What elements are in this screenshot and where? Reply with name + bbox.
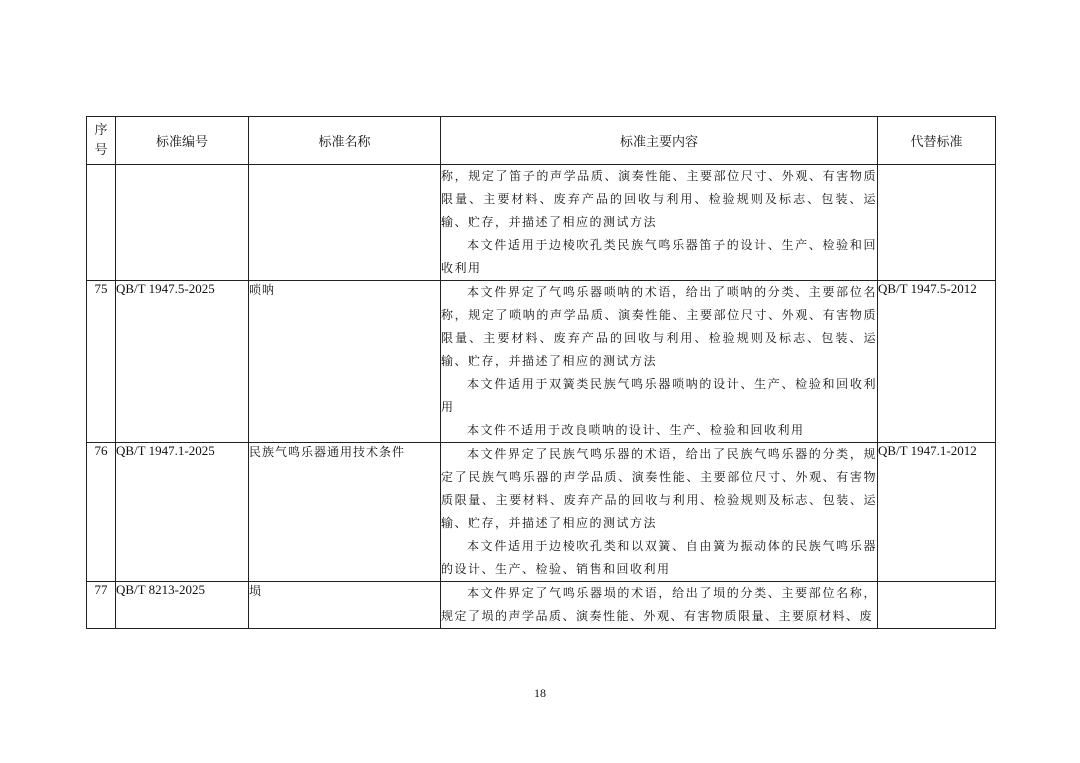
header-seq: [87, 117, 116, 165]
replaced-standard: QB/T 1947.1-2012: [878, 443, 996, 582]
content-paragraph: 本文件适用于边棱吹孔类民族气鸣乐器笛子的设计、生产、检验和回收利用: [441, 238, 877, 275]
row-number: 75: [87, 281, 116, 443]
row-number: [87, 165, 116, 281]
standard-content: [441, 281, 878, 443]
replaced-standard: QB/T 1947.5-2012: [878, 281, 996, 443]
standard-content: [441, 582, 878, 629]
content-paragraph: 本文件界定了民族气鸣乐器的术语，给出了民族气鸣乐器的分类，规定了民族气鸣乐器的声学品质、演奏性能、主要部位尺寸、外观、有害物质限量、主要材料、废弃产品的回收与利用、检验规则及标志、包装、运输、贮存，并描述了相应的测试方法: [441, 447, 877, 530]
table-row: [87, 281, 996, 443]
standard-name: 民族气鸣乐器通用技术条件: [249, 443, 441, 582]
standard-name: [249, 165, 441, 281]
standard-code: QB/T 8213-2025: [116, 582, 249, 629]
standard-name: 唢呐: [249, 281, 441, 443]
header-content: 标准主要内容: [441, 117, 878, 165]
replaced-standard: [878, 165, 996, 281]
standards-table: [86, 116, 996, 629]
standard-code: QB/T 1947.1-2025: [116, 443, 249, 582]
standard-content: [441, 443, 878, 582]
table-row: [87, 165, 996, 281]
row-number: 77: [87, 582, 116, 629]
content-paragraph: 本文件适用于双簧类民族气鸣乐器唢呐的设计、生产、检验和回收利用: [441, 377, 877, 414]
table-row: [87, 443, 996, 582]
header-name: 标准名称: [249, 117, 441, 165]
content-paragraph: 本文件不适用于改良唢呐的设计、生产、检验和回收利用: [467, 423, 805, 437]
table-row: [87, 582, 996, 629]
row-number: 76: [87, 443, 116, 582]
header-seq-bottom: 号: [94, 142, 108, 158]
page-number: 18: [534, 686, 546, 700]
standard-name: 埙: [249, 582, 441, 629]
standard-code: QB/T 1947.5-2025: [116, 281, 249, 443]
header-replaced: 代替标准: [878, 117, 996, 165]
header-code: 标准编号: [116, 117, 249, 165]
standard-content: [441, 165, 878, 281]
content-paragraph: 称，规定了笛子的声学品质、演奏性能、主要部位尺寸、外观、有害物质限量、主要材料、废弃产品的回收与利用、检验规则及标志、包装、运输、贮存，并描述了相应的测试方法: [441, 169, 877, 229]
content-paragraph: 本文件界定了气鸣乐器唢呐的术语，给出了唢呐的分类、主要部位名称，规定了唢呐的声学品质、演奏性能、主要部位尺寸、外观、有害物质限量、主要材料、废弃产品的回收与利用、检验规则及标志、包装、运输、贮存，并描述了相应的测试方法: [441, 285, 877, 368]
header-row: [87, 117, 996, 165]
replaced-standard: [878, 582, 996, 629]
content-paragraph: 本文件适用于边棱吹孔类和以双簧、自由簧为振动体的民族气鸣乐器的设计、生产、检验、销售和回收利用: [441, 539, 877, 576]
content-paragraph: 本文件界定了气鸣乐器埙的术语，给出了埙的分类、主要部位名称，规定了埙的声学品质、演奏性能、外观、有害物质限量、主要原材料、废: [441, 586, 877, 623]
header-seq-top: 序: [94, 122, 108, 138]
standard-code: [116, 165, 249, 281]
